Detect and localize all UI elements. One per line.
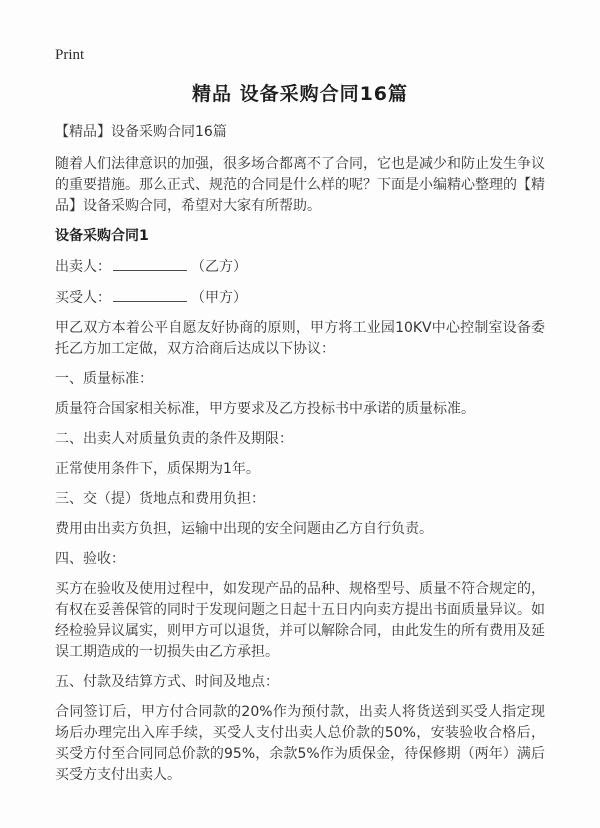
intro-paragraph: 随着人们法律意识的加强，很多场合都离不了合同，它也是减少和防止发生争议的重要措施。那么正式、规范的合同是什么样的呢？下面是小编精心整理的【精品】设备采购合同，希望对大家有所帮助。: [55, 156, 545, 214]
seller-label: 出卖人：: [55, 259, 111, 275]
clause-4-heading: 四、验收：: [55, 551, 125, 567]
clause-2-body: 正常使用条件下，质保期为1年。: [55, 461, 260, 477]
seller-field-line: [55, 256, 545, 278]
contract-section-heading: 设备采购合同1: [55, 228, 149, 244]
clause-4-body: 买方在验收及使用过程中，如发现产品的品种、规格型号、质量不符合规定的，有权在妥善保管的同时于发现问题之日起十五日内向卖方提出书面质量异议。如经检验异议属实，则甲方可以退货，并可以解除合同，由此发生的所有费用及延误工期造成的一切损失由乙方承担。: [55, 581, 545, 660]
clause-5-heading: 五、付款及结算方式、时间及地点：: [55, 674, 279, 690]
buyer-suffix: （甲方）: [191, 290, 247, 306]
page-title: 精品 设备采购合同16篇: [191, 83, 409, 105]
clause-3-heading: 三、交（提）货地点和费用负担：: [55, 491, 265, 507]
clause-5-body: 合同签订后，甲方付合同款的20%作为预付款，出卖人将货送到买受人指定现场后办理完出入库手续，买受人支付出卖人总价款的50%，安装验收合格后，买受方付至合同同总价款的95%，余款5%作为质保金，待保修期（两年）满后买受方支付出卖人。: [55, 704, 545, 783]
buyer-blank-underline: [113, 287, 187, 302]
buyer-label: 买受人：: [55, 290, 111, 306]
buyer-field-line: [55, 287, 545, 309]
toolbar: [55, 44, 545, 64]
seller-suffix: （乙方）: [191, 259, 247, 275]
clause-2-heading: 二、出卖人对质量负责的条件及期限：: [55, 431, 293, 447]
clause-3-body: 费用由出卖方负担，运输中出现的安全问题由乙方自行负责。: [55, 521, 433, 537]
document-subtitle: 【精品】设备采购合同16篇: [55, 124, 227, 140]
print-link[interactable]: Print: [55, 47, 85, 63]
clause-1-body: 质量符合国家相关标准，甲方要求及乙方投标书中承诺的质量标准。: [55, 401, 475, 417]
clause-1-heading: 一、质量标准：: [55, 371, 153, 387]
seller-blank-underline: [113, 256, 187, 271]
preamble-paragraph: 甲乙双方本着公平自愿友好协商的原则，甲方将工业园10KV中心控制室设备委托乙方加工定做，双方洽商后达成以下协议：: [55, 320, 545, 357]
